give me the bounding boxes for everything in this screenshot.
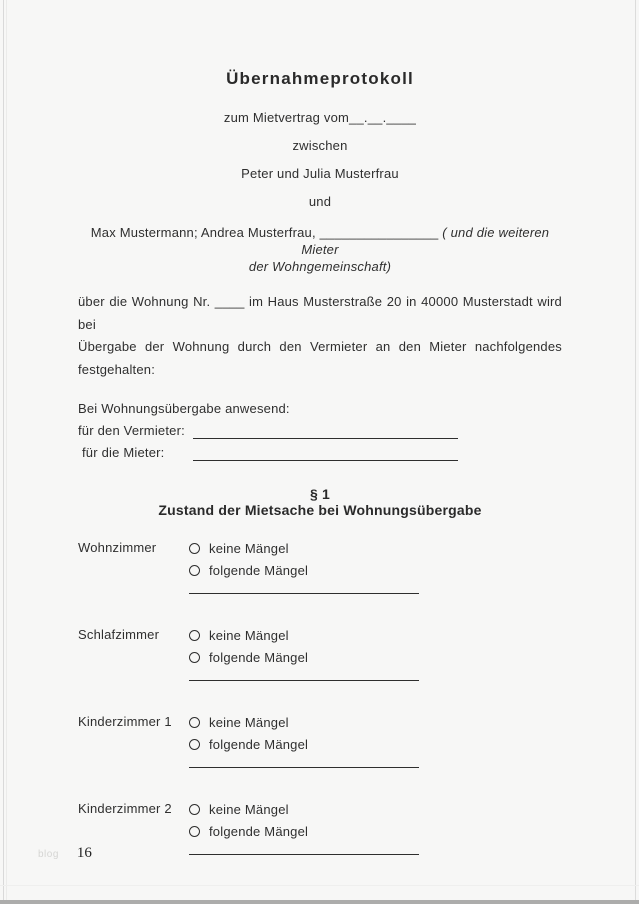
radio-option-keine-maengel[interactable]	[189, 711, 562, 733]
room-label: Wohnzimmer	[78, 540, 157, 555]
room-options	[189, 537, 562, 594]
scan-edge-bottom-faint	[0, 885, 639, 886]
contract-date-line: zum Mietvertrag vom__.__.____	[223, 110, 417, 125]
between-label: zwischen	[292, 138, 348, 153]
attendance-heading: Bei Wohnungsübergabe anwesend:	[78, 401, 290, 416]
room-label: Kinderzimmer 2	[78, 801, 172, 816]
scan-edge-left-inner	[6, 0, 7, 904]
option-label: folgende Mängel	[209, 649, 309, 665]
intro-paragraph	[78, 291, 562, 381]
attendance-block	[78, 401, 562, 461]
section-title: Zustand der Mietsache bei Wohnungsübergabe	[158, 502, 482, 518]
intro-line-3: festgehalten:	[78, 361, 156, 377]
section-1-heading	[78, 487, 562, 519]
room-row-schlafzimmer	[78, 624, 562, 681]
option-label: keine Mängel	[209, 627, 289, 643]
page-number: 16	[76, 845, 92, 861]
option-label: keine Mängel	[209, 801, 289, 817]
and-label: und	[308, 194, 332, 209]
radio-circle-icon	[189, 804, 200, 815]
radio-circle-icon	[189, 565, 200, 576]
option-label: folgende Mängel	[209, 736, 309, 752]
watermark: blog	[38, 849, 59, 860]
defect-entry-line[interactable]	[189, 767, 419, 768]
radio-circle-icon	[189, 717, 200, 728]
room-label: Schlafzimmer	[78, 627, 160, 642]
attendance-row-mieter	[78, 439, 562, 461]
room-row-kinderzimmer-1	[78, 711, 562, 768]
defect-entry-line[interactable]	[189, 854, 419, 855]
tenant-names-block	[78, 224, 562, 275]
intro-line-1: über die Wohnung Nr. ____ im Haus Musterstraße 20 in 40000 Musterstadt wird bei	[78, 294, 562, 332]
scan-edge-left-outer	[3, 0, 4, 904]
page-footer	[38, 845, 92, 862]
defect-entry-line[interactable]	[189, 593, 419, 594]
scan-bottom-edge	[0, 900, 639, 904]
landlord-names: Peter und Julia Musterfrau	[241, 166, 399, 181]
radio-option-keine-maengel[interactable]	[189, 537, 562, 559]
radio-option-folgende-maengel[interactable]	[189, 733, 562, 755]
radio-circle-icon	[189, 543, 200, 554]
radio-option-folgende-maengel[interactable]	[189, 820, 562, 842]
attendance-row-vermieter	[78, 417, 562, 439]
radio-circle-icon	[189, 826, 200, 837]
tenant-note-part2: der Wohngemeinschaft)	[248, 259, 392, 274]
room-row-kinderzimmer-2	[78, 798, 562, 855]
room-options	[189, 798, 562, 855]
radio-option-keine-maengel[interactable]	[189, 624, 562, 646]
option-label: folgende Mängel	[209, 562, 309, 578]
room-options	[189, 624, 562, 681]
radio-circle-icon	[189, 630, 200, 641]
option-label: folgende Mängel	[209, 823, 309, 839]
radio-circle-icon	[189, 739, 200, 750]
radio-option-keine-maengel[interactable]	[189, 798, 562, 820]
room-row-wohnzimmer	[78, 537, 562, 594]
tenant-note-part1: ( und die weiteren Mieter	[301, 225, 550, 257]
room-label: Kinderzimmer 1	[78, 714, 172, 729]
tenant-names-with-blank: Max Mustermann; Andrea Musterfrau, ________________	[90, 225, 439, 240]
attendance-label-mieter: für die Mieter:	[82, 445, 165, 460]
scan-edge-right	[635, 0, 636, 904]
radio-option-folgende-maengel[interactable]	[189, 559, 562, 581]
document-title: Übernahmeprotokoll	[226, 69, 414, 88]
option-label: keine Mängel	[209, 540, 289, 556]
room-options	[189, 711, 562, 768]
attendance-label-vermieter: für den Vermieter:	[78, 423, 185, 438]
defect-entry-line[interactable]	[189, 680, 419, 681]
option-label: keine Mängel	[209, 714, 289, 730]
intro-line-2: Übergabe der Wohnung durch den Vermieter an den Mieter nachfolgendes	[78, 339, 562, 354]
radio-circle-icon	[189, 652, 200, 663]
section-number: § 1	[309, 486, 331, 502]
radio-option-folgende-maengel[interactable]	[189, 646, 562, 668]
mieter-signature-line[interactable]	[193, 443, 458, 461]
vermieter-signature-line[interactable]	[193, 421, 458, 439]
